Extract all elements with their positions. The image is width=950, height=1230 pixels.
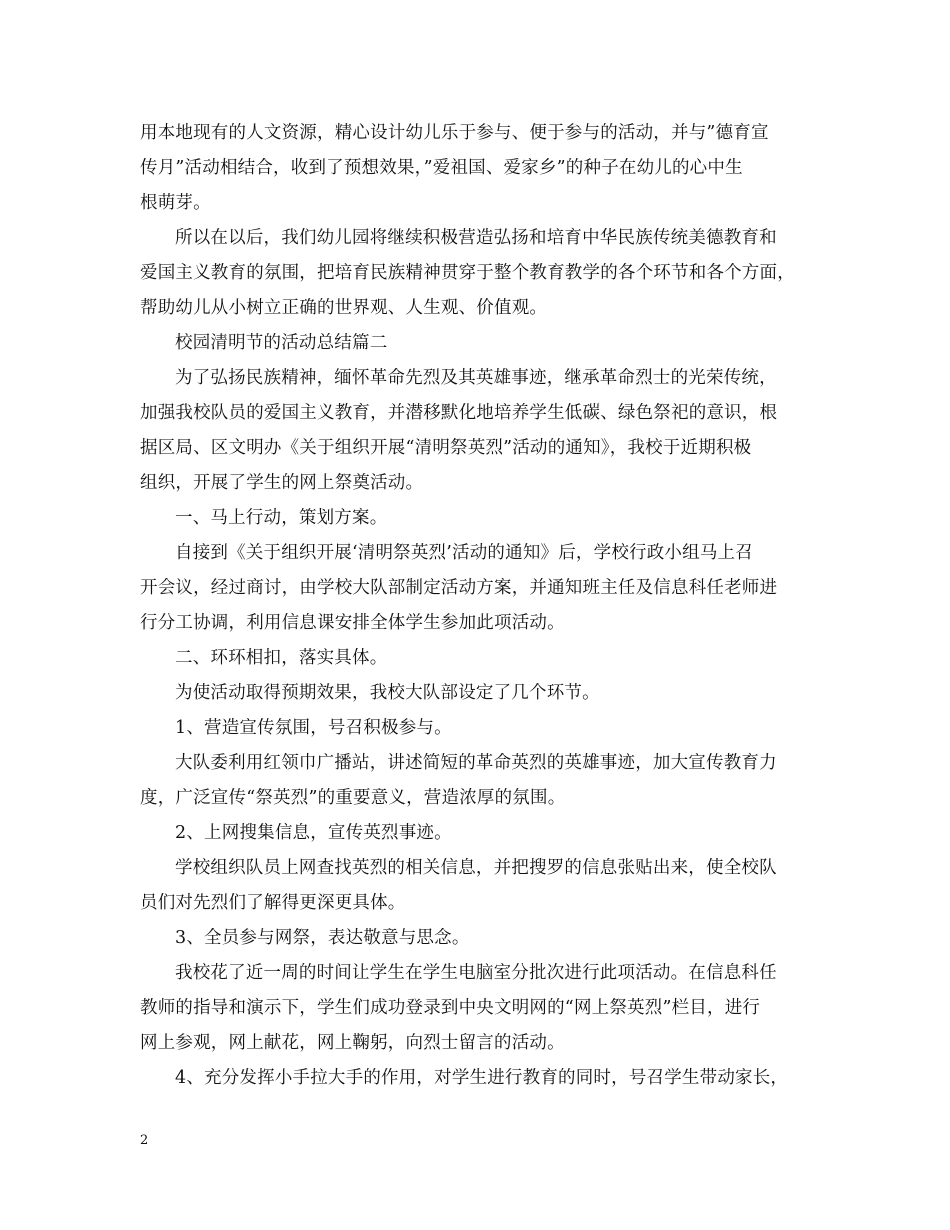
page-number: 2 (140, 1133, 149, 1148)
subsection-heading: 二、环环相扣，落实具体。 (175, 648, 388, 668)
list-item-heading: 2、上网搜集信息，宣传英烈事迹。 (175, 823, 452, 843)
text-line: 度，广泛宣传“祭英烈”的重要意义，营造浓厚的氛围。 (140, 788, 566, 808)
section-heading: 校园清明节的活动总结篇二 (175, 333, 388, 353)
text-line: 学校组织队员上网查找英烈的相关信息，并把搜罗的信息张贴出来，使全校队 (175, 858, 777, 878)
list-item-heading: 1、营造宣传氛围，号召积极参与。 (175, 718, 452, 738)
text-line: 组织，开展了学生的网上祭奠活动。 (140, 473, 424, 493)
text-line: 爱国主义教育的氛围，把培育民族精神贯穿于整个教育教学的各个环节和各个方面， (140, 263, 795, 283)
list-item-heading: 4、充分发挥小手拉大手的作用，对学生进行教育的同时，号召学生带动家长， (175, 1068, 789, 1088)
text-line: 帮助幼儿从小树立正确的世界观、人生观、价值观。 (140, 298, 548, 318)
text-line: 大队委利用红领巾广播站，讲述简短的革命英烈的英雄事迹，加大宣传教育力 (175, 753, 777, 773)
body-text (140, 116, 812, 1096)
text-line: 根萌芽。 (140, 193, 211, 213)
text-line: 为了弘扬民族精神，缅怀革命先烈及其英雄事迹，继承革命烈士的光荣传统， (175, 368, 777, 388)
text-line: 自接到《关于组织开展‘清明祭英烈’活动的通知》后，学校行政小组马上召 (175, 543, 753, 563)
text-line: 据区局、区文明办《关于组织开展“清明祭英烈”活动的通知》，我校于近期积极 (140, 438, 752, 458)
text-line: 开会议，经过商讨，由学校大队部制定活动方案，并通知班主任及信息科任老师进 (140, 578, 778, 598)
text-line: 行分工协调，利用信息课安排全体学生参加此项活动。 (140, 613, 565, 633)
list-item-heading: 3、全员参与网祭，表达敬意与思念。 (175, 928, 470, 948)
text-line: 网上参观，网上献花，网上鞠躬，向烈士留言的活动。 (140, 1033, 565, 1053)
text-line: 用本地现有的人文资源，精心设计幼儿乐于参与、便于参与的活动，并与”德育宣 (140, 123, 769, 143)
text-line: 为使活动取得预期效果，我校大队部设定了几个环节。 (175, 683, 600, 703)
text-line: 教师的指导和演示下，学生们成功登录到中央文明网的“网上祭英烈”栏目，进行 (140, 998, 761, 1018)
text-line: 员们对先烈们了解得更深更具体。 (140, 893, 406, 913)
text-line: 我校花了近一周的时间让学生在学生电脑室分批次进行此项活动。在信息科任 (175, 963, 777, 983)
text-line: 传月”活动相结合，收到了预想效果，”爱祖国、爱家乡”的种子在幼儿的心中生 (140, 158, 743, 178)
text-line: 加强我校队员的爱国主义教育，并潜移默化地培养学生低碳、绿色祭祀的意识，根 (140, 403, 778, 423)
subsection-heading: 一、马上行动，策划方案。 (175, 508, 388, 528)
text-line: 所以在以后，我们幼儿园将继续积极营造弘扬和培育中华民族传统美德教育和 (175, 228, 777, 248)
